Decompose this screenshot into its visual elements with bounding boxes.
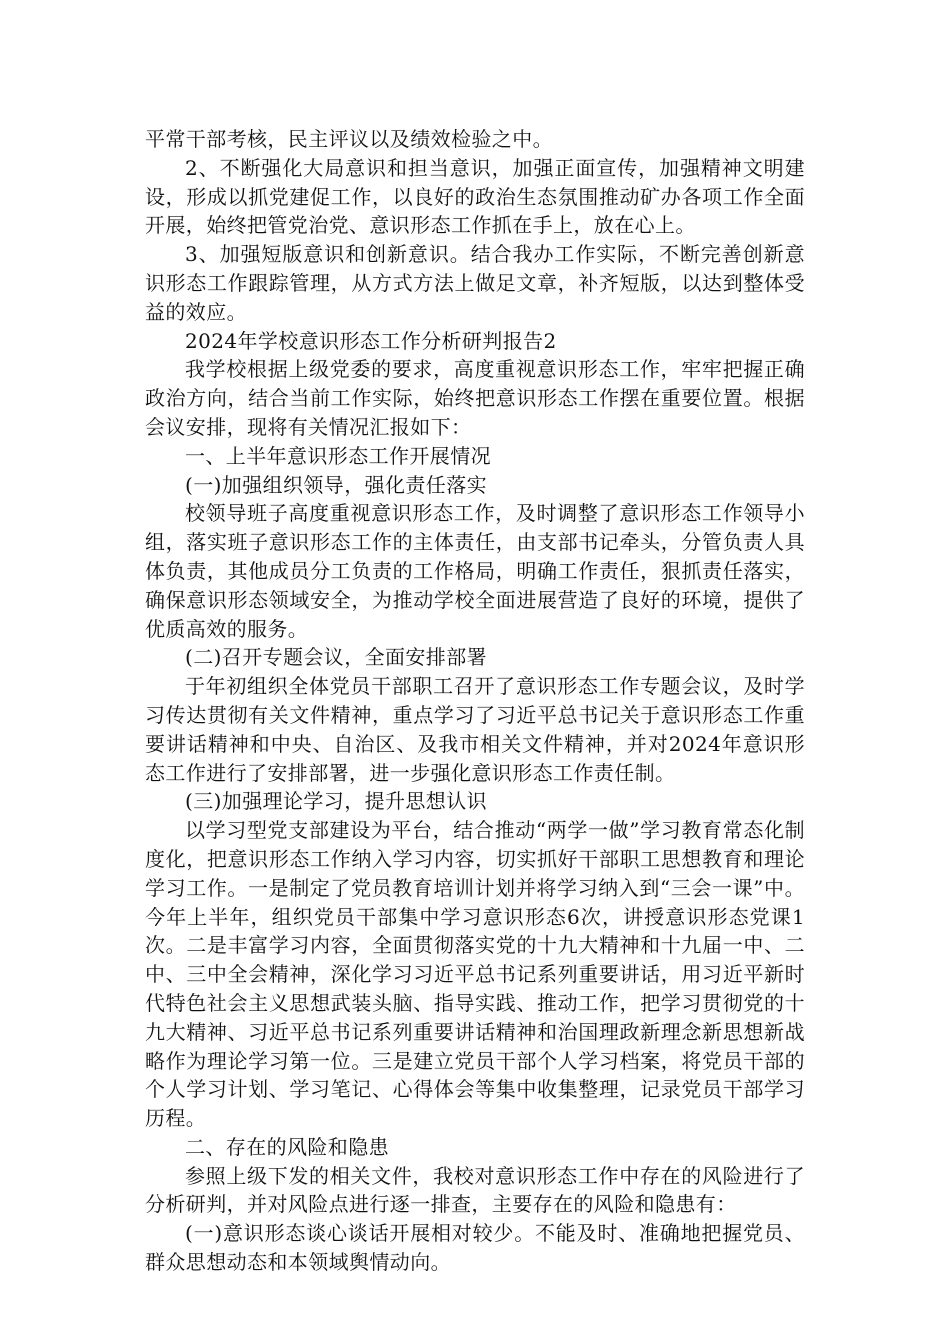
document-body [145, 125, 805, 1277]
paragraph: 2、不断强化大局意识和担当意识，加强正面宣传，加强精神文明建设，形成以抓党建促工作，以良好的政治生态氛围推动矿办各项工作全面开展，始终把管党治党、意识形态工作抓在手上，放在心上。 [145, 155, 805, 238]
heading-level-1: 二、存在的风险和隐患 [185, 1134, 389, 1159]
section-title: 2024年学校意识形态工作分析研判报告2 [185, 328, 557, 353]
heading-level-2: (二)召开专题会议，全面安排部署 [185, 645, 488, 670]
paragraph: 于年初组织全体党员干部职工召开了意识形态工作专题会议，及时学习传达贯彻有关文件精神，重点学习了习近平总书记关于意识形态工作重要讲话精神和中央、自治区、及我市相关文件精神，并对2024年意识形态工作进行了安排部署，进一步强化意识形态工作责任制。 [145, 674, 805, 785]
paragraph: 以学习型党支部建设为平台，结合推动“两学一做”学习教育常态化制度化，把意识形态工作纳入学习内容，切实抓好干部职工思想教育和理论学习工作。一是制定了党员教育培训计划并将学习纳入到“三会一课”中。今年上半年，组织党员干部集中学习意识形态6次，讲授意识形态党课1次。二是丰富学习内容，全面贯彻落实党的十九大精神和十九届一中、二中、三中全会精神，深化学习习近平总书记系列重要讲话，用习近平新时代特色社会主义思想武装头脑、指导实践、推动工作，把学习贯彻党的十九大精神、习近平总书记系列重要讲话精神和治国理政新理念新思想新战略作为理论学习第一位。三是建立党员干部个人学习档案，将党员干部的个人学习计划、学习笔记、心得体会等集中收集整理，记录党员干部学习历程。 [145, 818, 805, 1131]
paragraph: 平常干部考核，民主评议以及绩效检验之中。 [145, 127, 553, 151]
paragraph: 校领导班子高度重视意识形态工作，及时调整了意识形态工作领导小组，落实班子意识形态工作的主体责任，由支部书记牵头，分管负责人具体负责，其他成员分工负责的工作格局，明确工作责任，狠抓责任落实，确保意识形态领域安全，为推动学校全面进展营造了良好的环境，提供了优质高效的服务。 [145, 501, 805, 641]
paragraph: 3、加强短版意识和创新意识。结合我办工作实际，不断完善创新意识形态工作跟踪管理，从方式方法上做足文章，补齐短版，以达到整体受益的效应。 [145, 242, 805, 324]
paragraph: (一)意识形态谈心谈话开展相对较少。不能及时、准确地把握党员、群众思想动态和本领域舆情动向。 [145, 1221, 805, 1275]
paragraph: 我学校根据上级党委的要求，高度重视意识形态工作，牢牢把握正确政治方向，结合当前工作实际，始终把意识形态工作摆在重要位置。根据会议安排，现将有关情况汇报如下： [145, 357, 805, 439]
heading-level-1: 一、上半年意识形态工作开展情况 [185, 443, 491, 468]
heading-level-2: (三)加强理论学习，提升思想认识 [185, 789, 488, 814]
heading-level-2: (一)加强组织领导，强化责任落实 [185, 472, 488, 497]
paragraph: 参照上级下发的相关文件，我校对意识形态工作中存在的风险进行了分析研判，并对风险点进行逐一排查，主要存在的风险和隐患有： [145, 1163, 805, 1217]
